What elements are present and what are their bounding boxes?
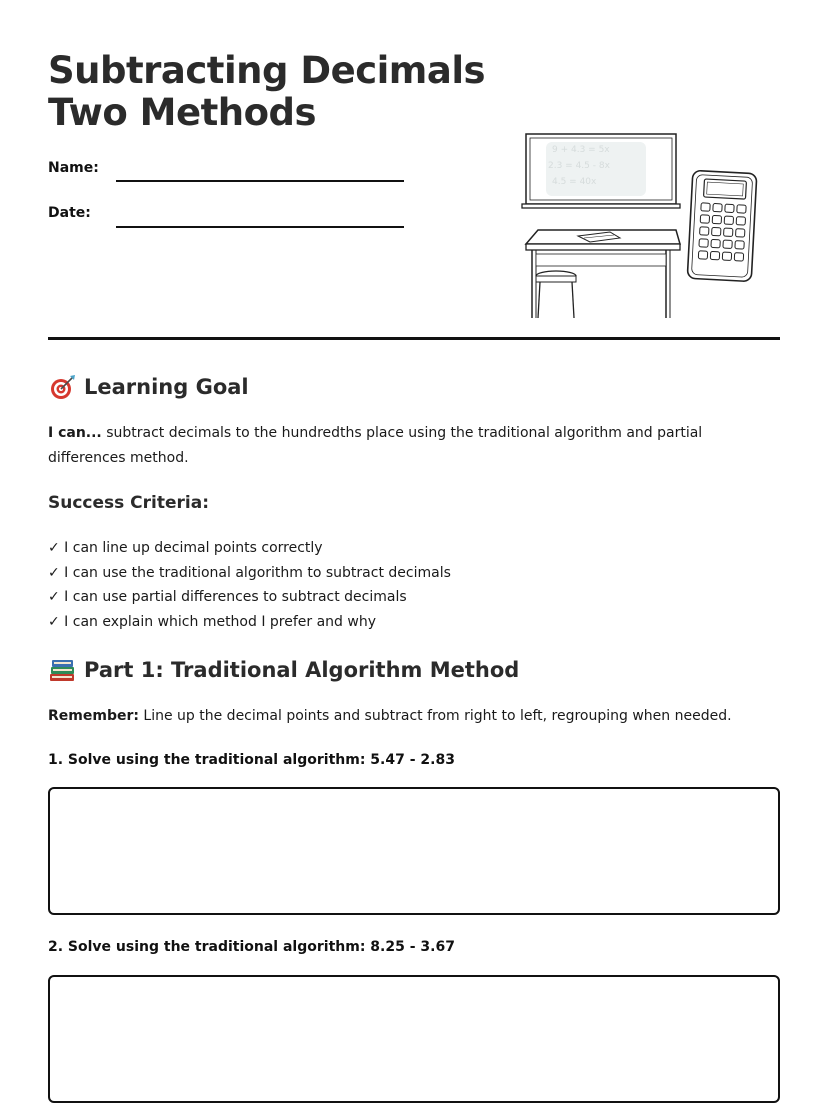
desk-image (526, 230, 680, 318)
name-label: Name: (48, 160, 99, 176)
part1-title: Part 1: Traditional Algorithm Method (84, 658, 520, 682)
learning-goal-heading (48, 374, 249, 400)
part1-heading (48, 657, 519, 683)
learning-goal-text (48, 421, 770, 471)
books-icon (48, 657, 76, 683)
board-line-3: 4.5 = 40x (552, 177, 597, 187)
target-icon (48, 374, 76, 400)
remember-statement: Line up the decimal points and subtract from right to left, regrouping when needed. (138, 708, 732, 724)
title-line-1: Subtracting Decimals (48, 49, 486, 92)
criteria-item: ✓ I can use partial differences to subtract decimals (48, 589, 407, 605)
calculator-image (687, 170, 757, 281)
success-criteria-list (48, 536, 451, 634)
learning-goal-statement: subtract decimals to the hundredths place using the traditional algorithm and partial differences method. (48, 425, 703, 466)
problem-1: 1. Solve using the traditional algorithm: 5.47 - 2.83 (48, 752, 455, 768)
remember-text (48, 704, 770, 729)
problem-2: 2. Solve using the traditional algorithm: 8.25 - 3.67 (48, 939, 455, 955)
answer-box-2[interactable] (48, 975, 780, 1103)
name-line[interactable] (116, 180, 404, 182)
date-line[interactable] (116, 226, 404, 228)
date-label: Date: (48, 205, 91, 221)
title-line-2: Two Methods (48, 91, 317, 134)
learning-goal-title: Learning Goal (84, 375, 249, 399)
success-criteria-heading: Success Criteria: (48, 493, 210, 513)
classroom-illustration (518, 130, 764, 320)
learning-goal-lead: I can... (48, 425, 102, 441)
criteria-item: ✓ I can use the traditional algorithm to subtract decimals (48, 564, 451, 581)
header-divider (48, 337, 780, 340)
chalkboard-image (522, 134, 680, 208)
criteria-item: ✓ I can explain which method I prefer and why (48, 613, 377, 630)
worksheet-title (48, 50, 485, 134)
board-line-2: 2.3 = 4.5 - 8x (548, 161, 610, 171)
board-line-1: 9 + 4.3 = 5x (552, 145, 610, 155)
remember-lead: Remember: (48, 708, 139, 724)
answer-box-1[interactable] (48, 787, 780, 915)
criteria-item: ✓ I can line up decimal points correctly (48, 540, 323, 556)
